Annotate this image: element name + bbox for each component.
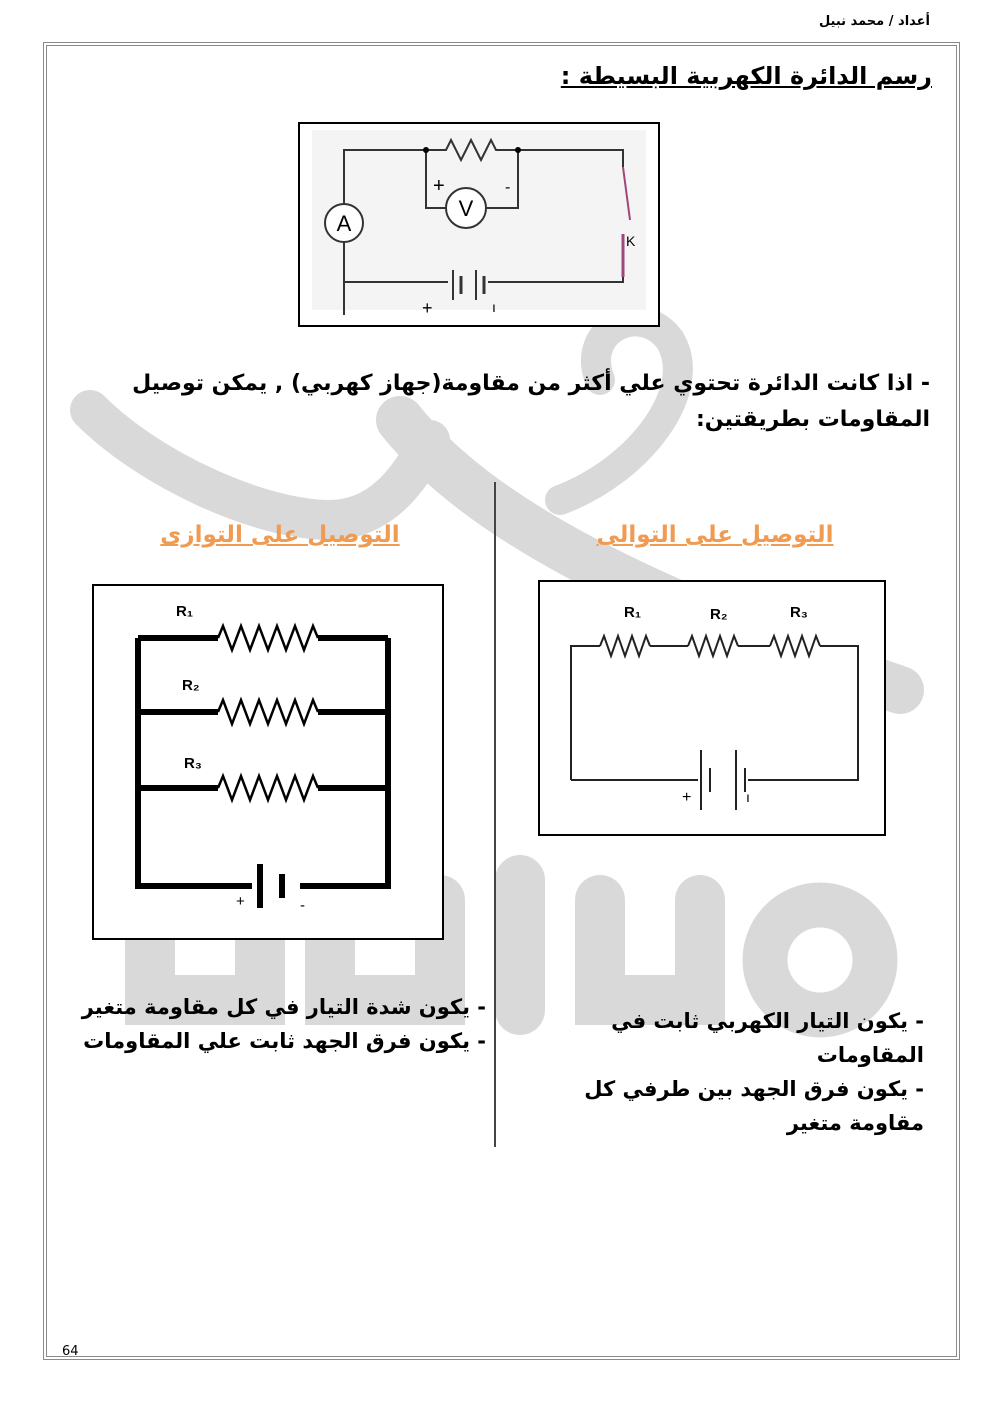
column-divider <box>494 482 496 1147</box>
parallel-circuit-diagram <box>92 584 444 940</box>
page-title: رسم الدائرة الكهربية البسيطة : <box>560 62 932 90</box>
battery-minus: ı <box>492 299 496 315</box>
parallel-rule-2: - يكون فرق الجهد ثابت علي المقاومات <box>83 1029 486 1053</box>
parallel-r3-label: R₃ <box>184 755 202 772</box>
voltmeter-minus: - <box>505 179 511 196</box>
parallel-rules <box>66 990 486 1058</box>
parallel-minus: - <box>300 897 305 914</box>
switch-label: K <box>626 233 636 249</box>
series-rule-2: - يكون فرق الجهد بين طرفي كل مقاومة متغير <box>584 1077 924 1135</box>
simple-circuit-diagram <box>298 122 660 327</box>
series-r3-label: R₃ <box>790 604 808 621</box>
parallel-r1-label: R₁ <box>176 603 194 620</box>
series-plus: + <box>682 789 692 806</box>
series-r2-label: R₂ <box>710 606 728 623</box>
series-minus: ı <box>746 789 750 805</box>
series-rules <box>504 1004 924 1140</box>
page-number: 64 <box>62 1344 79 1359</box>
parallel-heading: التوصيل على التوازى <box>160 522 400 548</box>
parallel-plus: + <box>236 893 245 910</box>
battery-plus: + <box>422 298 433 318</box>
ammeter-label: A <box>336 211 352 236</box>
parallel-rule-1: - يكون شدة التيار في كل مقاومة متغير <box>81 995 486 1019</box>
voltmeter-plus: + <box>433 175 445 197</box>
series-rule-1: - يكون التيار الكهربي ثابت في المقاومات <box>611 1009 924 1067</box>
series-heading: التوصيل على التوالى <box>596 522 834 548</box>
series-r1-label: R₁ <box>624 604 642 621</box>
series-circuit-diagram <box>538 580 886 836</box>
intro-paragraph: - اذا كانت الدائرة تحتوي علي أكثر من مقاومة(جهاز كهربي) , يمكن توصيل المقاومات بطريقتين: <box>132 371 930 432</box>
author-line: أعداد / محمد نبيل <box>818 14 930 29</box>
voltmeter-label: V <box>458 196 474 221</box>
parallel-r2-label: R₂ <box>182 677 200 694</box>
